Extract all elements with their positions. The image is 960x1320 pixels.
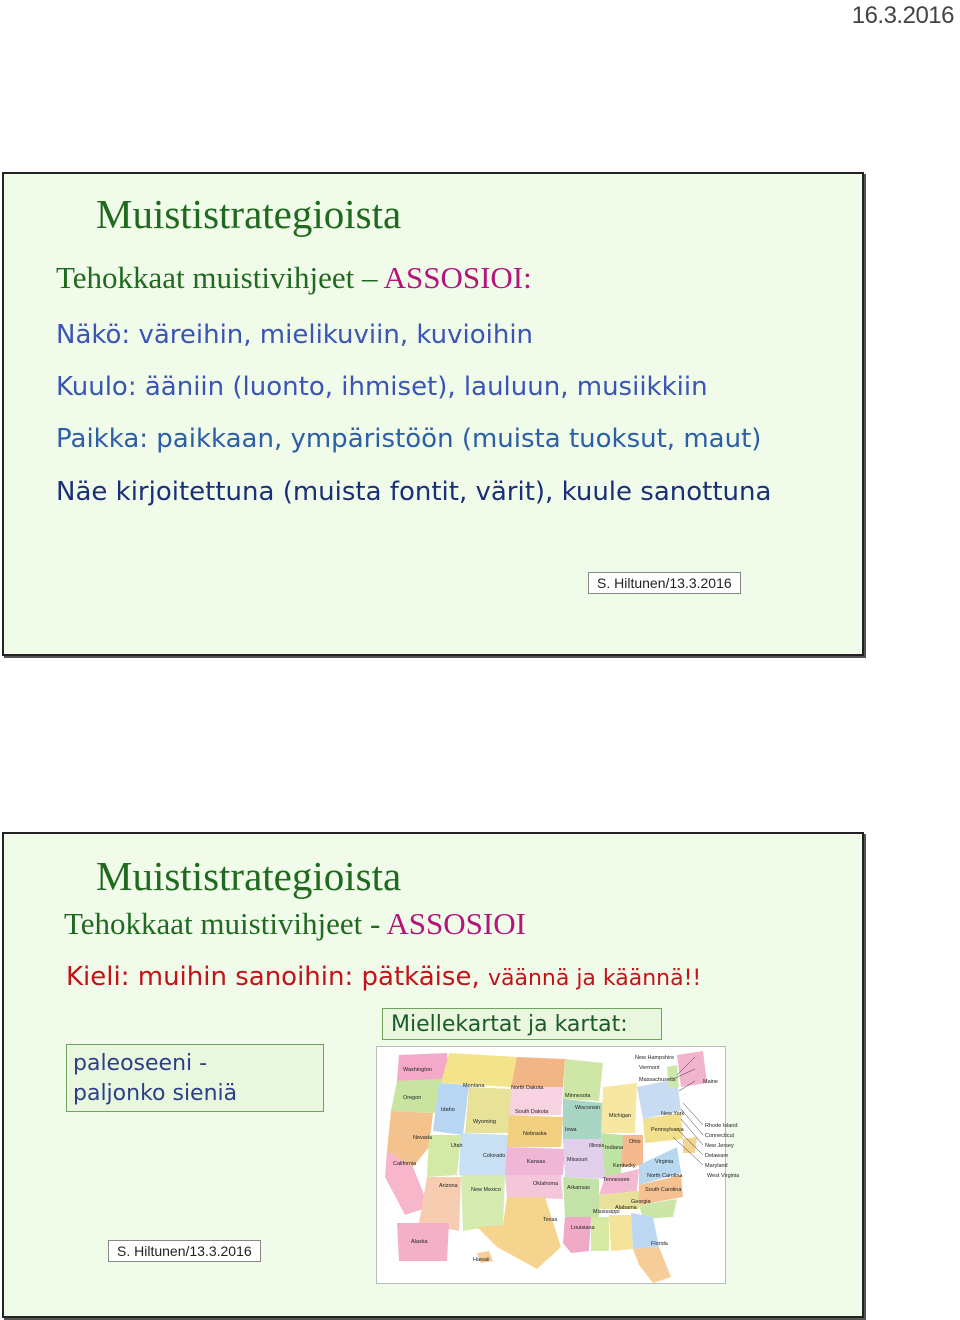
- bullet-line-3: Paikka: paikkaan, ympäristöön (muista tuoksut, maut): [56, 424, 762, 454]
- map-state-label: Michigan: [609, 1113, 632, 1119]
- map-state-label: Kansas: [527, 1159, 546, 1165]
- slide-1: [2, 172, 864, 656]
- kieli-small: väännä ja käännä!!: [487, 966, 702, 991]
- map-state-label: Indiana: [605, 1145, 624, 1151]
- subtitle-accent: ASSOSIOI: [386, 906, 526, 941]
- map-state-label: Pennsylvania: [651, 1127, 684, 1133]
- map-state-label: Delaware: [705, 1153, 729, 1159]
- map-state-label: Nebraska: [523, 1131, 547, 1137]
- subtitle-main: Tehokkaat muistivihjeet -: [64, 906, 387, 941]
- map-state-label: South Dakota: [515, 1109, 549, 1115]
- slide-2-subtitle: [64, 906, 526, 942]
- map-state-label: Illinois: [589, 1143, 605, 1149]
- slide-1-subtitle: [56, 260, 532, 296]
- map-state-label: New Mexico: [471, 1187, 501, 1193]
- kieli-line: [66, 962, 701, 992]
- map-state-label: Florida: [651, 1241, 668, 1247]
- map-state-label: Georgia: [631, 1199, 651, 1205]
- map-state-label: Alabama: [615, 1205, 637, 1211]
- bullet-line-2: Kuulo: ääniin (luonto, ihmiset), lauluun, musiikkiin: [56, 372, 708, 402]
- map-state-label: Idaho: [441, 1107, 455, 1113]
- map-state-label: North Carolina: [647, 1173, 683, 1179]
- map-state-label: Connecticut: [705, 1133, 735, 1139]
- map-state-label: South Carolina: [645, 1187, 682, 1193]
- map-state-label: Oklahoma: [533, 1181, 559, 1187]
- bullet-line-1: Näkö: väreihin, mielikuviin, kuvioihin: [56, 320, 534, 350]
- subtitle-accent: ASSOSIOI:: [383, 260, 532, 295]
- map-state-label: Tennessee: [603, 1177, 630, 1183]
- slide-2: [2, 832, 864, 1318]
- map-state-label: Alaska: [411, 1239, 428, 1245]
- slide-2-footer: S. Hiltunen/13.3.2016: [108, 1240, 261, 1262]
- map-state-label: Washington: [403, 1067, 432, 1073]
- slide-1-footer: S. Hiltunen/13.3.2016: [588, 572, 741, 594]
- paleo-box: [66, 1044, 324, 1112]
- map-state-label: Colorado: [483, 1153, 506, 1159]
- slide-2-title: Muististrategioista: [96, 853, 402, 899]
- map-state-label: Vermont: [639, 1065, 660, 1071]
- map-state-label: Montana: [463, 1083, 485, 1089]
- subtitle-separator: –: [354, 260, 384, 295]
- us-map-svg: [377, 1047, 740, 1283]
- map-state-label: Rhode Island: [705, 1123, 738, 1129]
- map-state-label: Massachusetts: [639, 1077, 676, 1083]
- map-state-label: Wyoming: [473, 1119, 496, 1125]
- subtitle-main: Tehokkaat muistivihjeet: [56, 260, 355, 295]
- map-state-label: Ohio: [629, 1139, 641, 1145]
- bullet-line-4: Näe kirjoitettuna (muista fontit, värit), kuule sanottuna: [56, 477, 772, 507]
- map-state-label: Maryland: [705, 1163, 728, 1169]
- map-state-label: Utah: [451, 1143, 463, 1149]
- map-state-label: California: [393, 1161, 417, 1167]
- map-state-label: Hawaii: [473, 1257, 490, 1263]
- map-state-label: Mississippi: [593, 1209, 620, 1215]
- paleo-line-2: paljonko sieniä: [73, 1081, 238, 1106]
- paleo-line-1: paleoseeni -: [73, 1051, 208, 1076]
- kieli-main: Kieli: muihin sanoihin: pätkäise,: [66, 962, 488, 992]
- map-state-label: New Hampshire: [635, 1055, 675, 1061]
- map-state-label: Wisconsin: [575, 1105, 601, 1111]
- map-state-label: Kentucky: [613, 1163, 636, 1169]
- map-state-label: North Dakota: [511, 1085, 544, 1091]
- map-regions: [385, 1051, 707, 1283]
- map-state-label: Virginia: [655, 1159, 674, 1165]
- map-state-label: Iowa: [565, 1127, 577, 1133]
- map-state-label: New York: [661, 1111, 685, 1117]
- map-state-label: Maine: [703, 1079, 718, 1085]
- map-state-label: Oregon: [403, 1095, 422, 1101]
- map-state-label: Texas: [543, 1217, 558, 1223]
- page-date: 16.3.2016: [851, 2, 954, 29]
- map-state-label: Arizona: [439, 1183, 458, 1189]
- map-state-label: Nevada: [413, 1135, 432, 1141]
- map-state-label: Arkansas: [567, 1185, 590, 1191]
- map-state-label: West Virginia: [707, 1173, 740, 1179]
- slide-1-title: Muististrategioista: [96, 191, 402, 237]
- map-state-label: Louisiana: [571, 1225, 595, 1231]
- map-state-label: Minnesota: [565, 1093, 591, 1099]
- map-state-label: Missouri: [567, 1157, 588, 1163]
- map-caption: Miellekartat ja kartat:: [382, 1008, 662, 1040]
- us-map: [376, 1046, 740, 1284]
- map-state-label: New Jersey: [705, 1143, 734, 1149]
